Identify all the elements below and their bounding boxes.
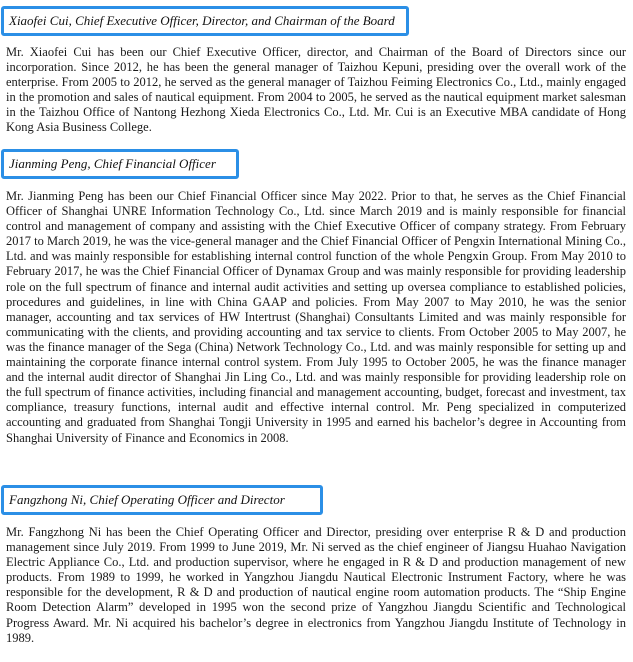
section-heading-text: Fangzhong Ni, Chief Operating Officer and Director	[9, 492, 285, 507]
section-heading-text: Xiaofei Cui, Chief Executive Officer, Director, and Chairman of the Board	[9, 13, 395, 28]
bio-paragraph-fangzhong-ni: Mr. Fangzhong Ni has been the Chief Operating Officer and Director, presiding over enterprise R & D and production management since July 2019. From 1999 to June 2019, Mr. Ni served as the chief engineer of Jiangsu Huahao Navigation Electric Appliance Co., Ltd. and production supervisor, where he engaged in R & D and production management of new products. From 1989 to 1999, he worked in Yangzhou Jiangdu Nautical Electronic Instrument Factory, where he was responsible for the development, R & D and production of nautical engine room automation products. The “Ship Engine Room Detection Alarm” developed in 1995 won the second prize of Yangzhou Jiangdu Scientific and Technological Progress Award. Mr. Ni acquired his bachelor’s degree in electronics from Yangzhou Jiangdu Institute of Technology in 1989.	[6, 525, 626, 645]
section-heading-text: Jianming Peng, Chief Financial Officer	[9, 156, 216, 171]
section-heading-xiaofei-cui	[1, 6, 409, 36]
section-heading-fangzhong-ni	[1, 485, 323, 515]
bio-paragraph-jianming-peng: Mr. Jianming Peng has been our Chief Financial Officer since May 2022. Prior to that, he serves as the Chief Financial Officer of Shanghai UNRE Information Technology Co., Ltd. since March 2019 and is mainly responsible for financial control and management of company and assisting with the Chief Executive Officer of company strategy. From February 2017 to March 2019, he was the vice-general manager and the Chief Financial Officer of Pengxin International Mining Co., Ltd. and was mainly responsible for establishing internal control function of the whole Pengxin Group. From May 2010 to February 2017, he was the Chief Financial Officer of Dynamax Group and was mainly responsible for providing leadership role on the full spectrum of finance and internal audit activities and setting up oversea compliance to established policies, procedures and guidelines, in line with China GAAP and policies. From May 2007 to May 2010, he was the senior manager, accounting and tax services of HW Intertrust (Shanghai) Consultants Limited and was mainly responsible for communicating with the clients, and providing accounting and tax service to clients. From October 2005 to May 2007, he was the finance manager of the Sega (China) Network Technology Co., Ltd. and was mainly responsible for setting up and maintaining the corporate finance internal control system. From July 1995 to October 2005, he was the finance manager and the internal audit director of Shanghai Jin Ling Co., Ltd. and was mainly responsible for providing leadership role on the full spectrum of finance activities, including financial and management accounting, budget, forecast and investment, tax compliance, treasury functions, internal audit and effective internal control. Mr. Peng specialized in computerized accounting and graduated from Shanghai Tongji University in 1995 and earned his bachelor’s degree in Accounting from Shanghai University of Finance and Economics in 2008.	[6, 189, 626, 445]
section-heading-jianming-peng	[1, 149, 239, 179]
bio-paragraph-xiaofei-cui: Mr. Xiaofei Cui has been our Chief Executive Officer, director, and Chairman of the Board of Directors since our incorporation. Since 2012, he has been the general manager of Taizhou Kepuni, presiding over the overall work of the enterprise. From 2005 to 2012, he served as the general manager of Taizhou Feiming Electronics Co., Ltd., mainly engaged in the promotion and sales of nautical equipment. From 2004 to 2005, he served as the nautical equipment market salesman in the Taizhou Office of Nantong Hezhong Xieda Electronics Co., Ltd. Mr. Cui is an Executive MBA candidate of Hong Kong Asia Business College.	[6, 45, 626, 135]
